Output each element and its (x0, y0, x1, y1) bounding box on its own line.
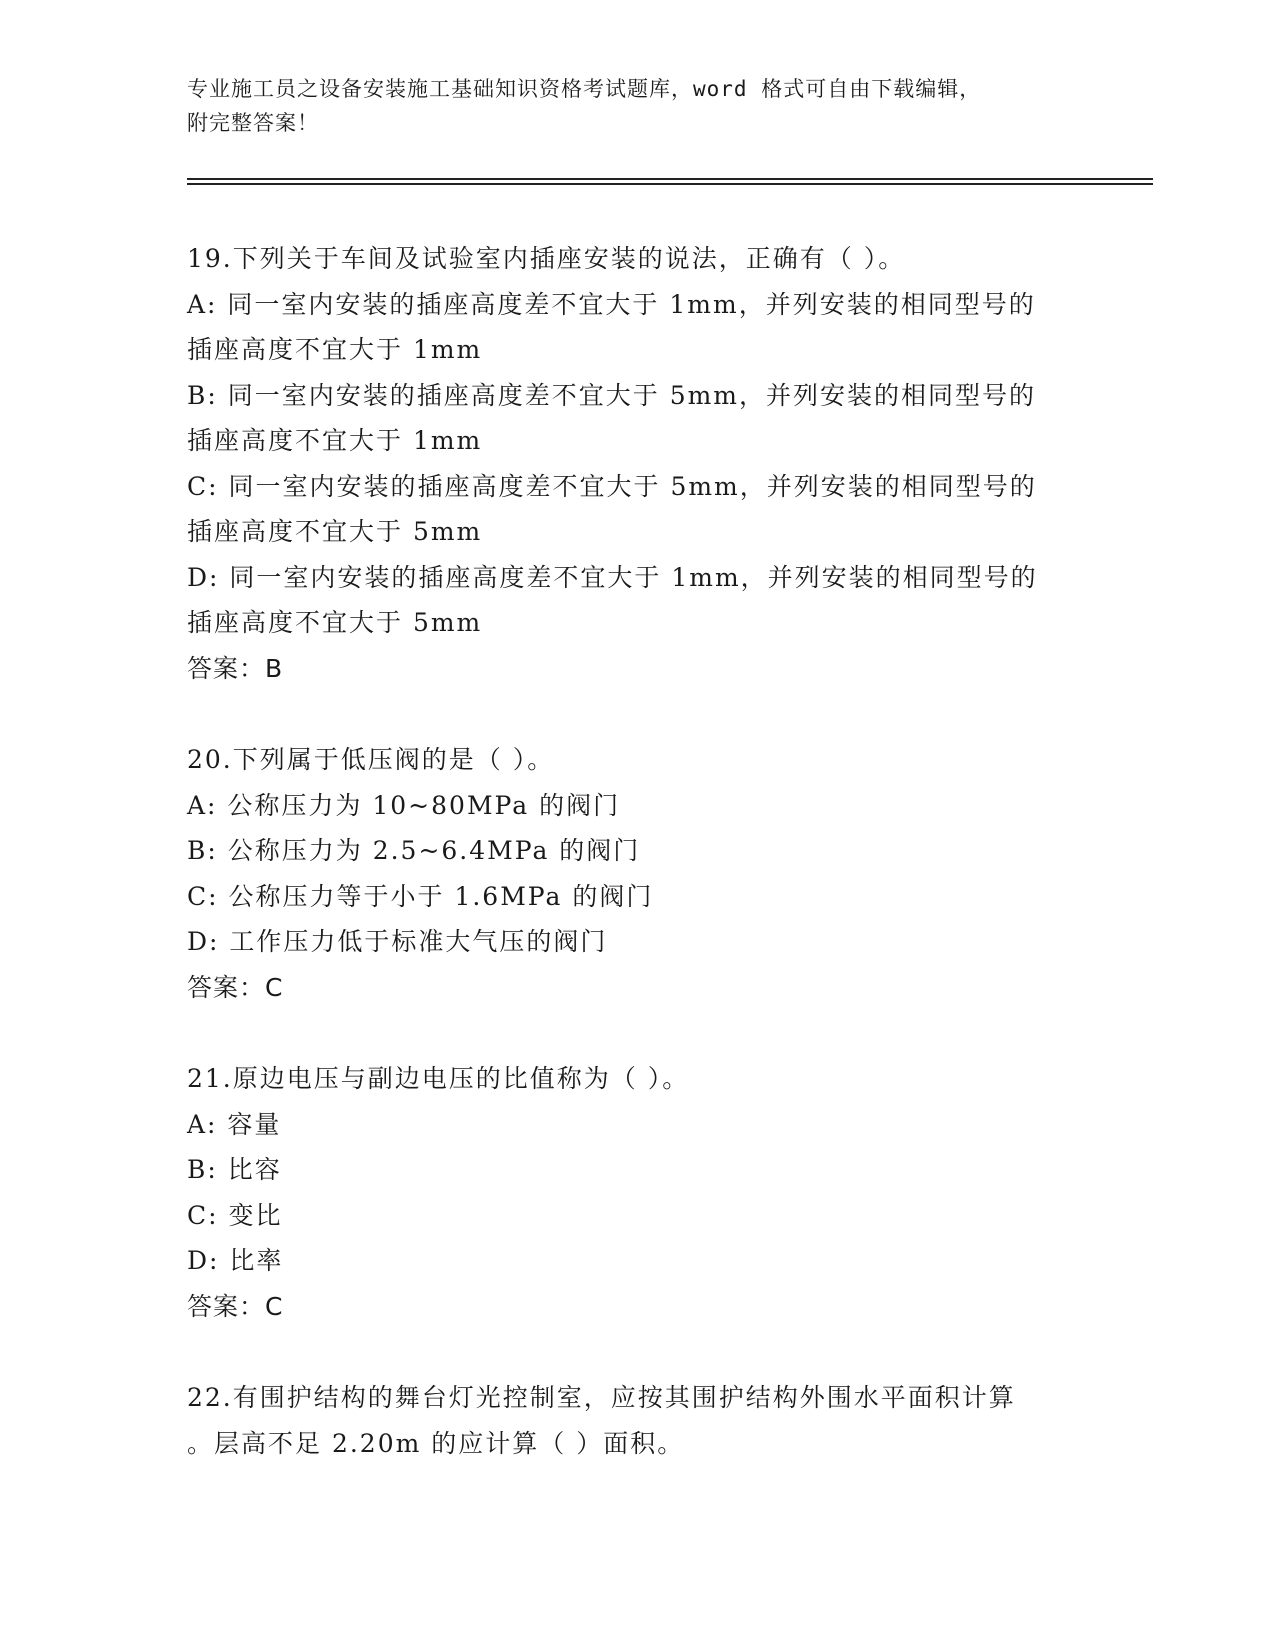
question-stem-continued: 。层高不足 2.20m 的应计算（ ）面积。 (187, 1428, 685, 1458)
option-c: C: 变比 (187, 1200, 283, 1230)
option-b-continued: 插座高度不宜大于 1mm (187, 426, 483, 455)
option-d-continued: 插座高度不宜大于 5mm (187, 608, 483, 637)
question-stem: 19.下列关于车间及试验室内插座安装的说法，正确有（ ）。 (187, 244, 906, 273)
option-b: B: 同一室内安装的插座高度差不宜大于 5mm，并列安装的相同型号的 (187, 380, 1037, 410)
option-c-continued: 插座高度不宜大于 5mm (187, 517, 483, 546)
option-d: D: 工作压力低于标准大气压的阀门 (187, 927, 608, 956)
question-22 (187, 1375, 1087, 1466)
answer: 答案：C (187, 972, 284, 1002)
answer: 答案：B (187, 653, 284, 683)
header-rule-bottom (187, 183, 1153, 185)
question-list (187, 236, 1087, 1512)
option-a: A: 公称压力为 10~80MPa 的阀门 (187, 790, 621, 820)
option-b: B: 公称压力为 2.5~6.4MPa 的阀门 (187, 836, 641, 865)
document-header (187, 72, 1067, 140)
option-c: C: 公称压力等于小于 1.6MPa 的阀门 (187, 881, 654, 911)
option-a: A: 同一室内安装的插座高度差不宜大于 1mm，并列安装的相同型号的 (187, 289, 1036, 319)
option-c: C: 同一室内安装的插座高度差不宜大于 5mm，并列安装的相同型号的 (187, 471, 1037, 501)
header-line-2: 附完整答案！ (187, 111, 319, 135)
option-b: B: 比容 (187, 1155, 282, 1184)
answer: 答案：C (187, 1291, 284, 1321)
question-stem: 21.原边电压与副边电压的比值称为（ ）。 (187, 1064, 690, 1093)
option-d: D: 同一室内安装的插座高度差不宜大于 1mm，并列安装的相同型号的 (187, 562, 1038, 592)
question-20 (187, 737, 1087, 1010)
question-stem: 22.有围护结构的舞台灯光控制室，应按其围护结构外围水平面积计算 (187, 1383, 1016, 1412)
header-line-1: 专业施工员之设备安装施工基础知识资格考试题库，word 格式可自由下载编辑， (187, 77, 982, 101)
option-a-continued: 插座高度不宜大于 1mm (187, 335, 483, 364)
header-rule-top (187, 178, 1153, 180)
option-d: D: 比率 (187, 1246, 284, 1275)
question-stem: 20.下列属于低压阀的是（ ）。 (187, 745, 555, 774)
option-a: A: 容量 (187, 1109, 282, 1139)
question-21 (187, 1056, 1087, 1329)
question-19 (187, 236, 1087, 691)
